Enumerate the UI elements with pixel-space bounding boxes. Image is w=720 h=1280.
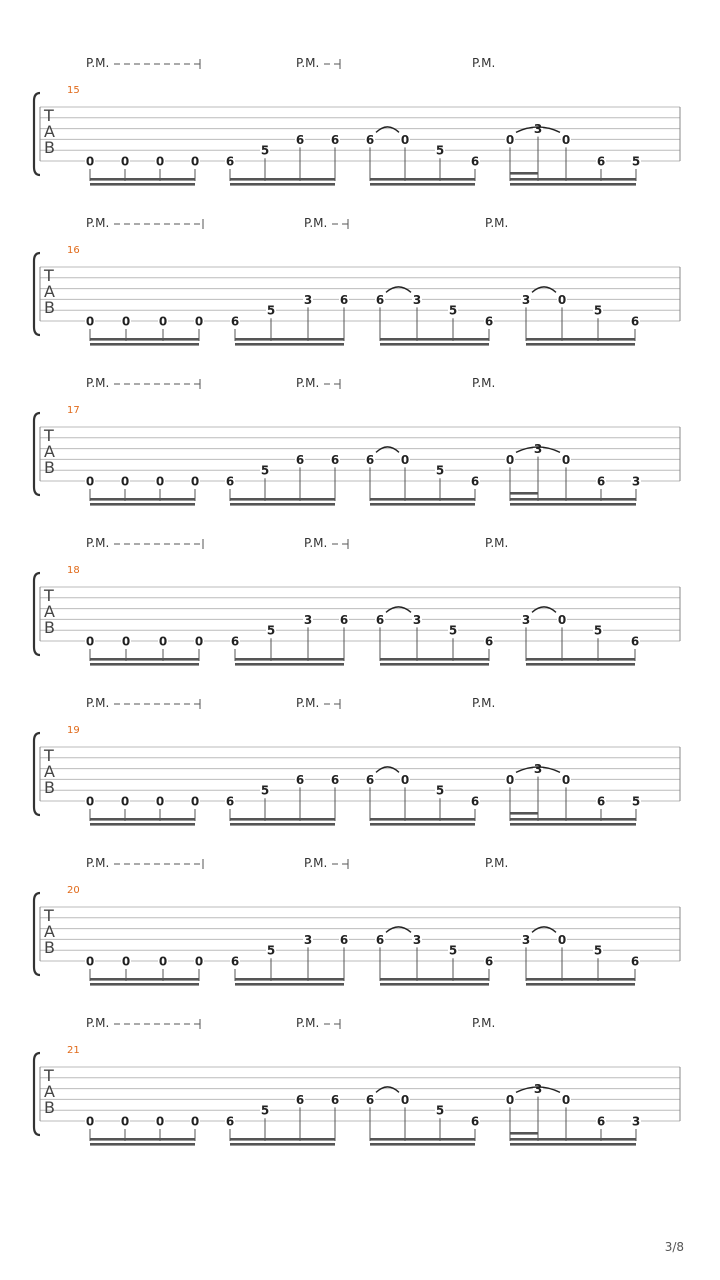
beam <box>380 338 489 341</box>
fret-number: 3 <box>303 292 313 307</box>
beam <box>370 823 475 826</box>
fret-number: 0 <box>155 794 165 809</box>
fret-number: 6 <box>470 154 480 169</box>
beam <box>230 498 335 501</box>
fret-number: 0 <box>85 474 95 489</box>
fret-number: 0 <box>194 314 204 329</box>
system-bracket <box>34 893 40 975</box>
system-bracket <box>34 253 40 335</box>
beam <box>230 183 335 186</box>
fret-number: 5 <box>631 154 641 169</box>
tab-clef-letter: T <box>44 1066 54 1085</box>
palm-mute-label: P.M. <box>296 376 320 390</box>
fret-number: 5 <box>266 303 276 318</box>
palm-mute-label: P.M. <box>86 56 110 70</box>
beam <box>370 503 475 506</box>
fret-number: 5 <box>266 943 276 958</box>
tie-arc <box>532 927 556 933</box>
fret-number: 6 <box>484 954 494 969</box>
fret-number: 5 <box>593 943 603 958</box>
tab-system <box>34 376 680 506</box>
beam <box>90 343 199 346</box>
palm-mute-label: P.M. <box>304 216 328 230</box>
beam <box>230 178 335 181</box>
fret-number: 0 <box>155 474 165 489</box>
fret-number: 5 <box>631 794 641 809</box>
palm-mute-label: P.M. <box>86 536 110 550</box>
fret-number: 0 <box>158 634 168 649</box>
fret-number: 0 <box>85 634 95 649</box>
fret-number: 6 <box>630 634 640 649</box>
beam <box>90 663 199 666</box>
beam <box>380 978 489 981</box>
beam <box>380 658 489 661</box>
fret-number: 3 <box>412 612 422 627</box>
palm-mute-label: P.M. <box>296 696 320 710</box>
fret-number: 0 <box>190 1114 200 1129</box>
fret-number: 0 <box>400 132 410 147</box>
beam <box>90 978 199 981</box>
fret-number: 5 <box>435 783 445 798</box>
fret-number: 0 <box>190 474 200 489</box>
beam <box>526 663 635 666</box>
beam <box>526 658 635 661</box>
fret-number: 6 <box>484 314 494 329</box>
tie-arc <box>376 1087 399 1093</box>
fret-number: 3 <box>533 442 543 457</box>
beam <box>235 983 344 986</box>
fret-number: 6 <box>365 452 375 467</box>
beam <box>510 498 636 501</box>
beam <box>510 183 636 186</box>
fret-number: 0 <box>561 132 571 147</box>
beam <box>90 818 195 821</box>
tab-system <box>34 696 680 826</box>
palm-mute-label: P.M. <box>485 216 509 230</box>
fret-number: 6 <box>295 132 305 147</box>
fret-number: 6 <box>365 1092 375 1107</box>
fret-number: 6 <box>230 954 240 969</box>
tab-clef-letter: B <box>44 458 55 477</box>
beam <box>230 1138 335 1141</box>
beam <box>370 178 475 181</box>
fret-number: 3 <box>412 932 422 947</box>
tab-clef-letter: A <box>44 282 55 301</box>
fret-number: 3 <box>521 292 531 307</box>
fret-number: 0 <box>557 612 567 627</box>
tab-clef-letter: A <box>44 922 55 941</box>
palm-mute-label: P.M. <box>485 536 509 550</box>
palm-mute-label: P.M. <box>86 696 110 710</box>
measure-number: 17 <box>67 405 80 416</box>
fret-number: 5 <box>435 1103 445 1118</box>
fret-number: 3 <box>521 932 531 947</box>
fret-number: 5 <box>593 303 603 318</box>
tab-system <box>34 856 680 986</box>
beam <box>526 983 635 986</box>
fret-number: 0 <box>120 154 130 169</box>
beam <box>370 818 475 821</box>
measure-number: 18 <box>67 565 80 576</box>
fret-number: 6 <box>339 292 349 307</box>
fret-number: 6 <box>330 772 340 787</box>
beam <box>526 978 635 981</box>
fret-number: 6 <box>596 474 606 489</box>
palm-mute-label: P.M. <box>472 696 496 710</box>
measure-number: 16 <box>67 245 80 256</box>
fret-number: 0 <box>121 954 131 969</box>
fret-number: 5 <box>448 623 458 638</box>
fret-number: 5 <box>260 143 270 158</box>
beam <box>90 823 195 826</box>
tab-clef-letter: B <box>44 778 55 797</box>
fret-number: 0 <box>120 474 130 489</box>
palm-mute-label: P.M. <box>86 216 110 230</box>
system-bracket <box>34 573 40 655</box>
tie-arc <box>532 607 556 613</box>
tie-arc <box>376 127 399 133</box>
beam <box>90 503 195 506</box>
palm-mute-label: P.M. <box>472 376 496 390</box>
fret-number: 6 <box>339 612 349 627</box>
fret-number: 6 <box>375 612 385 627</box>
measure-number: 21 <box>67 1045 80 1056</box>
tie-arc <box>376 767 399 773</box>
beam <box>370 183 475 186</box>
fret-number: 6 <box>295 452 305 467</box>
fret-number: 3 <box>533 762 543 777</box>
tie-arc <box>386 927 411 933</box>
fret-number: 0 <box>400 1092 410 1107</box>
fret-number: 6 <box>375 292 385 307</box>
tie-arc <box>386 287 411 293</box>
fret-number: 6 <box>596 1114 606 1129</box>
fret-number: 6 <box>230 634 240 649</box>
fret-number: 6 <box>630 954 640 969</box>
fret-number: 0 <box>505 452 515 467</box>
beam <box>380 983 489 986</box>
beam <box>90 498 195 501</box>
beam-sixteenth <box>510 172 538 175</box>
palm-mute-label: P.M. <box>86 1016 110 1030</box>
tab-clef-letter: T <box>44 586 54 605</box>
beam <box>235 343 344 346</box>
beam <box>370 1143 475 1146</box>
fret-number: 0 <box>557 292 567 307</box>
fret-number: 6 <box>330 1092 340 1107</box>
tab-clef-letter: B <box>44 298 55 317</box>
beam <box>510 178 636 181</box>
fret-number: 0 <box>85 1114 95 1129</box>
palm-mute-label: P.M. <box>86 856 110 870</box>
fret-number: 5 <box>266 623 276 638</box>
fret-number: 3 <box>631 474 641 489</box>
palm-mute-label: P.M. <box>304 856 328 870</box>
system-bracket <box>34 93 40 175</box>
fret-number: 6 <box>365 132 375 147</box>
beam <box>90 1138 195 1141</box>
beam <box>380 663 489 666</box>
fret-number: 0 <box>561 1092 571 1107</box>
fret-number: 3 <box>533 122 543 137</box>
beam-sixteenth <box>510 1132 538 1135</box>
fret-number: 6 <box>339 932 349 947</box>
fret-number: 0 <box>561 452 571 467</box>
tab-clef-letter: A <box>44 602 55 621</box>
fret-number: 6 <box>484 634 494 649</box>
fret-number: 6 <box>596 794 606 809</box>
fret-number: 3 <box>631 1114 641 1129</box>
fret-number: 0 <box>505 1092 515 1107</box>
beam <box>510 1138 636 1141</box>
fret-number: 0 <box>194 954 204 969</box>
beam <box>510 818 636 821</box>
tab-clef-letter: T <box>44 426 54 445</box>
beam <box>370 498 475 501</box>
measure-number: 20 <box>67 885 80 896</box>
fret-number: 0 <box>85 314 95 329</box>
tab-clef-letter: B <box>44 618 55 637</box>
fret-number: 0 <box>400 452 410 467</box>
beam-sixteenth <box>510 492 538 495</box>
tab-clef-letter: B <box>44 1098 55 1117</box>
beam <box>230 1143 335 1146</box>
fret-number: 6 <box>470 1114 480 1129</box>
fret-number: 0 <box>120 1114 130 1129</box>
beam <box>90 178 195 181</box>
page-number: 3/8 <box>664 1240 684 1254</box>
beam <box>370 1138 475 1141</box>
palm-mute-label: P.M. <box>472 1016 496 1030</box>
fret-number: 0 <box>505 132 515 147</box>
fret-number: 0 <box>120 794 130 809</box>
fret-number: 5 <box>448 303 458 318</box>
fret-number: 3 <box>521 612 531 627</box>
palm-mute-label: P.M. <box>304 536 328 550</box>
beam <box>510 1143 636 1146</box>
beam <box>235 663 344 666</box>
fret-number: 0 <box>190 154 200 169</box>
beam <box>235 658 344 661</box>
tab-clef-letter: A <box>44 1082 55 1101</box>
fret-number: 6 <box>225 794 235 809</box>
beam-sixteenth <box>510 812 538 815</box>
tie-arc <box>386 607 411 613</box>
fret-number: 3 <box>412 292 422 307</box>
system-bracket <box>34 1053 40 1135</box>
fret-number: 0 <box>121 634 131 649</box>
beam <box>230 818 335 821</box>
beam <box>90 658 199 661</box>
fret-number: 6 <box>330 452 340 467</box>
palm-mute-label: P.M. <box>86 376 110 390</box>
beam <box>90 183 195 186</box>
tab-clef-letter: A <box>44 762 55 781</box>
fret-number: 6 <box>225 154 235 169</box>
tab-clef-letter: T <box>44 266 54 285</box>
tab-clef-letter: T <box>44 106 54 125</box>
fret-number: 0 <box>557 932 567 947</box>
fret-number: 0 <box>505 772 515 787</box>
system-bracket <box>34 413 40 495</box>
tab-clef-letter: T <box>44 746 54 765</box>
tie-arc <box>376 447 399 453</box>
fret-number: 0 <box>85 954 95 969</box>
beam <box>235 978 344 981</box>
fret-number: 0 <box>158 954 168 969</box>
beam <box>235 338 344 341</box>
beam <box>526 343 635 346</box>
tab-clef-letter: A <box>44 122 55 141</box>
beam <box>380 343 489 346</box>
fret-number: 5 <box>448 943 458 958</box>
fret-number: 6 <box>295 1092 305 1107</box>
measure-number: 15 <box>67 85 80 96</box>
fret-number: 0 <box>561 772 571 787</box>
fret-number: 6 <box>330 132 340 147</box>
fret-number: 6 <box>470 794 480 809</box>
fret-number: 5 <box>435 463 445 478</box>
beam <box>90 338 199 341</box>
palm-mute-label: P.M. <box>296 1016 320 1030</box>
tie-arc <box>532 287 556 293</box>
fret-number: 6 <box>225 1114 235 1129</box>
fret-number: 0 <box>155 1114 165 1129</box>
beam <box>510 503 636 506</box>
fret-number: 5 <box>260 783 270 798</box>
palm-mute-label: P.M. <box>296 56 320 70</box>
fret-number: 5 <box>260 463 270 478</box>
fret-number: 0 <box>158 314 168 329</box>
fret-number: 3 <box>303 612 313 627</box>
fret-number: 6 <box>375 932 385 947</box>
fret-number: 3 <box>533 1082 543 1097</box>
fret-number: 3 <box>303 932 313 947</box>
fret-number: 6 <box>230 314 240 329</box>
tab-clef-letter: B <box>44 138 55 157</box>
fret-number: 0 <box>190 794 200 809</box>
fret-number: 6 <box>365 772 375 787</box>
fret-number: 6 <box>295 772 305 787</box>
fret-number: 5 <box>593 623 603 638</box>
fret-number: 6 <box>630 314 640 329</box>
beam <box>510 823 636 826</box>
palm-mute-label: P.M. <box>472 56 496 70</box>
fret-number: 6 <box>470 474 480 489</box>
fret-number: 0 <box>121 314 131 329</box>
tab-system <box>34 216 680 346</box>
beam <box>526 338 635 341</box>
tab-clef-letter: B <box>44 938 55 957</box>
fret-number: 0 <box>85 794 95 809</box>
beam <box>230 503 335 506</box>
beam <box>90 1143 195 1146</box>
fret-number: 0 <box>194 634 204 649</box>
fret-number: 6 <box>225 474 235 489</box>
tab-clef-letter: T <box>44 906 54 925</box>
fret-number: 0 <box>85 154 95 169</box>
beam <box>230 823 335 826</box>
tab-system <box>34 56 680 186</box>
beam <box>90 983 199 986</box>
fret-number: 6 <box>596 154 606 169</box>
tab-clef-letter: A <box>44 442 55 461</box>
fret-number: 5 <box>435 143 445 158</box>
fret-number: 5 <box>260 1103 270 1118</box>
tab-system <box>34 1016 680 1146</box>
tab-system <box>34 536 680 666</box>
system-bracket <box>34 733 40 815</box>
fret-number: 0 <box>155 154 165 169</box>
fret-number: 0 <box>400 772 410 787</box>
palm-mute-label: P.M. <box>485 856 509 870</box>
measure-number: 19 <box>67 725 80 736</box>
